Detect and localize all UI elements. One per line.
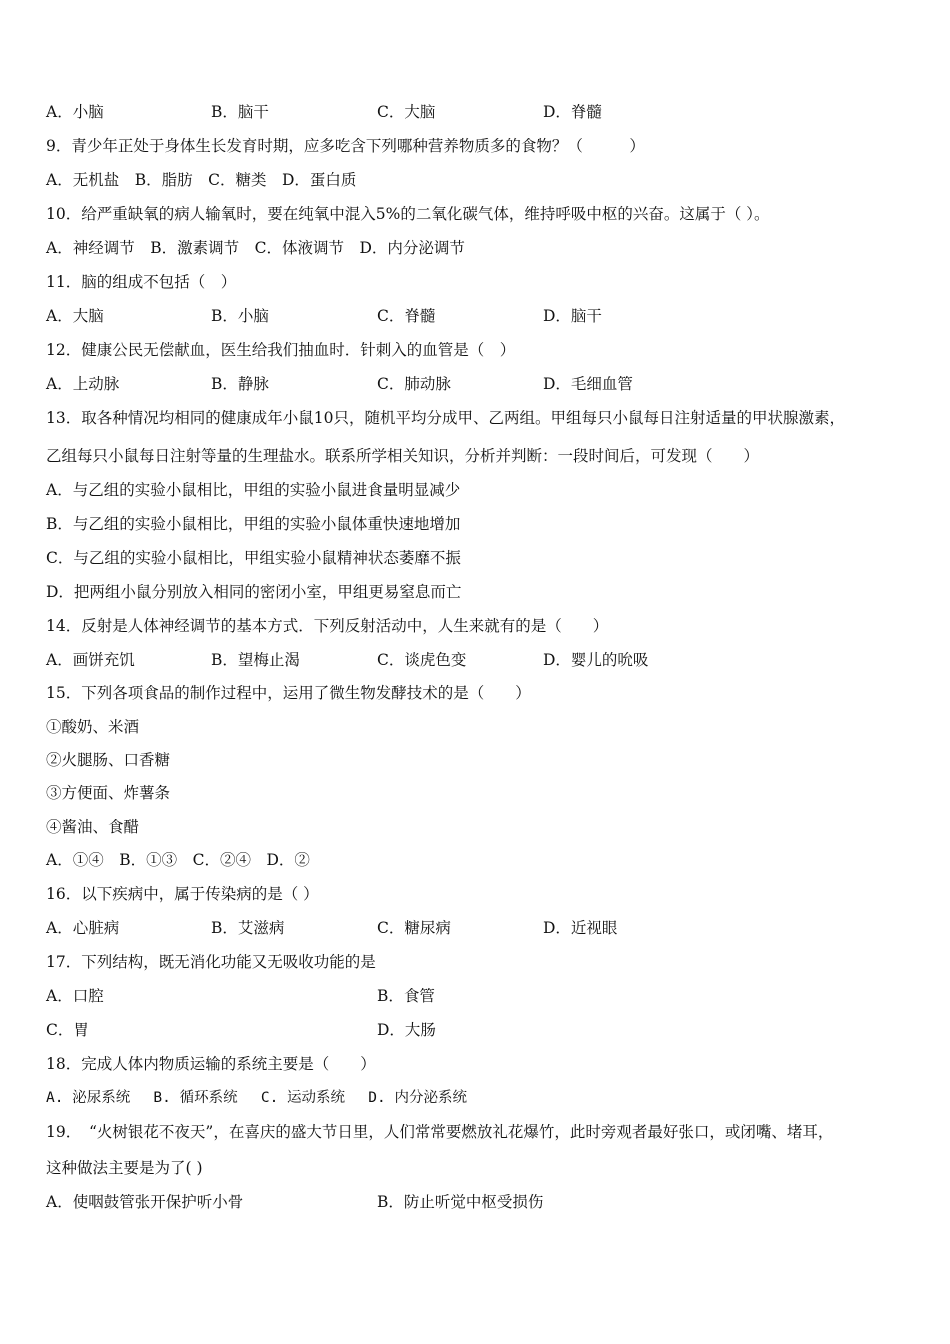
q15-item-4: ④酱油、食醋 bbox=[46, 818, 140, 836]
q15-stem: 15．下列各项食品的制作过程中，运用了微生物发酵技术的是（ ） bbox=[46, 684, 531, 702]
q15-item-1: ①酸奶、米酒 bbox=[46, 718, 140, 736]
q8-option-d: D．脊髓 bbox=[543, 103, 602, 121]
q11-option-a: A．大脑 bbox=[46, 307, 104, 325]
q12-stem: 12．健康公民无偿献血，医生给我们抽血时．针刺入的血管是（ ） bbox=[46, 341, 516, 359]
q13-option-b: B．与乙组的实验小鼠相比，甲组的实验小鼠体重快速地增加 bbox=[46, 515, 461, 533]
q19-stem-line1: 19． “火树银花不夜天”，在喜庆的盛大节日里，人们常常要燃放礼花爆竹，此时旁观者最好张口，或闭嘴、堵耳， bbox=[46, 1123, 834, 1141]
q18-options: A. 泌尿系统 B. 循环系统 C. 运动系统 D. 内分泌系统 bbox=[46, 1090, 467, 1106]
q8-option-b: B．脑干 bbox=[211, 103, 269, 121]
q17-stem: 17．下列结构，既无消化功能又无吸收功能的是 bbox=[46, 953, 376, 971]
q12-option-a: A．上动脉 bbox=[46, 375, 120, 393]
q14-stem: 14．反射是人体神经调节的基本方式．下列反射活动中，人生来就有的是（ ） bbox=[46, 617, 609, 635]
q11-option-b: B．小脑 bbox=[211, 307, 269, 325]
q10-options: A．神经调节 B．激素调节 C．体液调节 D．内分泌调节 bbox=[46, 239, 465, 257]
q16-option-b: B．艾滋病 bbox=[211, 919, 285, 937]
q16-option-c: C．糖尿病 bbox=[377, 919, 451, 937]
q9-stem: 9．青少年正处于身体生长发育时期，应多吃含下列哪种营养物质多的食物？（ ） bbox=[46, 137, 645, 155]
q8-option-c: C．大脑 bbox=[377, 103, 436, 121]
q15-options: A．①④ B．①③ C．②④ D．② bbox=[46, 851, 310, 869]
q12-option-c: C．肺动脉 bbox=[377, 375, 451, 393]
q13-option-d: D．把两组小鼠分别放入相同的密闭小室，甲组更易窒息而亡 bbox=[46, 583, 462, 601]
q14-option-b: B．望梅止渴 bbox=[211, 651, 300, 669]
q12-option-d: D．毛细血管 bbox=[543, 375, 633, 393]
q17-option-a: A．口腔 bbox=[46, 987, 104, 1005]
q14-option-c: C．谈虎色变 bbox=[377, 651, 467, 669]
q16-option-d: D．近视眼 bbox=[543, 919, 618, 937]
q12-option-b: B．静脉 bbox=[211, 375, 269, 393]
q17-option-c: C．胃 bbox=[46, 1021, 89, 1039]
q9-options: A．无机盐 B．脂肪 C．糖类 D．蛋白质 bbox=[46, 171, 357, 189]
q19-option-a: A．使咽鼓管张开保护听小骨 bbox=[46, 1193, 244, 1211]
q17-option-d: D．大肠 bbox=[377, 1021, 436, 1039]
q19-option-b: B．防止听觉中枢受损伤 bbox=[377, 1193, 544, 1211]
q10-stem: 10．给严重缺氧的病人输氧时，要在纯氧中混入5%的二氧化碳气体，维持呼吸中枢的兴奋。这属于（ ）。 bbox=[46, 205, 770, 223]
q15-item-3: ③方便面、炸薯条 bbox=[46, 784, 171, 802]
q14-option-d: D．婴儿的吮吸 bbox=[543, 651, 649, 669]
q18-stem: 18．完成人体内物质运输的系统主要是（ ） bbox=[46, 1055, 376, 1073]
q11-option-c: C．脊髓 bbox=[377, 307, 436, 325]
q17-option-b: B．食管 bbox=[377, 987, 435, 1005]
q13-stem-line1: 13．取各种情况均相同的健康成年小鼠10只，随机平均分成甲、乙两组。甲组每只小鼠每日注射适量的甲状腺激素， bbox=[46, 409, 845, 427]
q8-option-a: A．小脑 bbox=[46, 103, 104, 121]
q13-option-a: A．与乙组的实验小鼠相比，甲组的实验小鼠进食量明显减少 bbox=[46, 481, 461, 499]
q13-option-c: C．与乙组的实验小鼠相比，甲组实验小鼠精神状态萎靡不振 bbox=[46, 549, 461, 567]
q16-stem: 16．以下疾病中，属于传染病的是（ ） bbox=[46, 885, 319, 903]
q11-option-d: D．脑干 bbox=[543, 307, 602, 325]
q15-item-2: ②火腿肠、口香糖 bbox=[46, 751, 171, 769]
q11-stem: 11．脑的组成不包括（ ） bbox=[46, 273, 237, 291]
q16-option-a: A．心脏病 bbox=[46, 919, 120, 937]
q14-option-a: A．画饼充饥 bbox=[46, 651, 135, 669]
q19-stem-line2: 这种做法主要是为了( ) bbox=[46, 1159, 203, 1177]
q13-stem-line2: 乙组每只小鼠每日注射等量的生理盐水。联系所学相关知识，分析并判断：一段时间后，可发现（ ） bbox=[46, 447, 760, 465]
